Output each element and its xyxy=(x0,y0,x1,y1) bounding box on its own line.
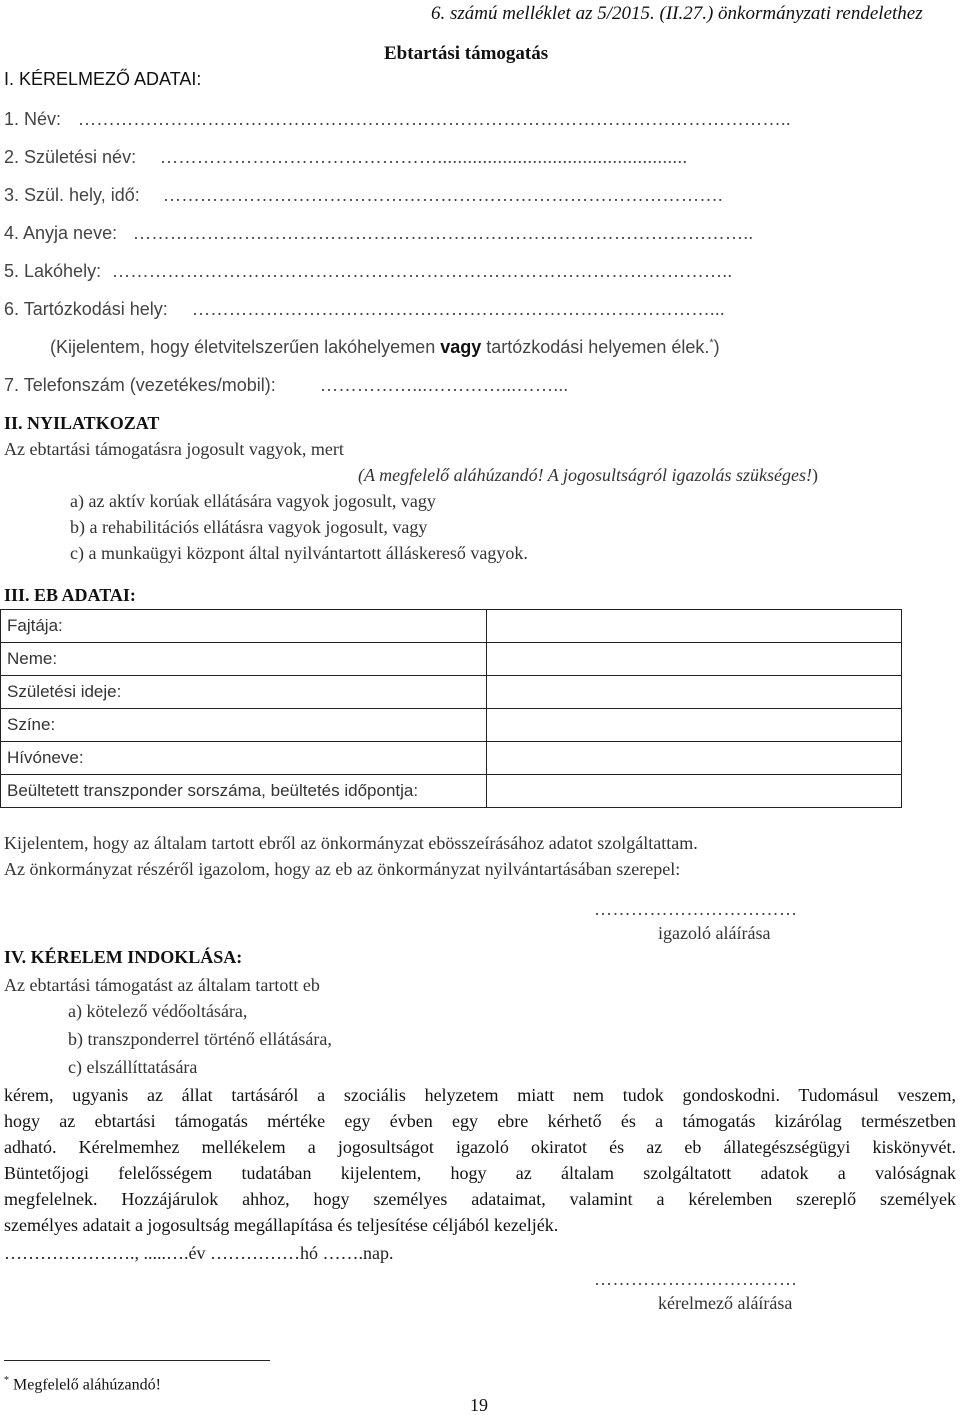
declaration-bold-or: vagy xyxy=(440,337,482,357)
declaration-close: ) xyxy=(713,337,720,357)
declaration-text-pre: (Kijelentem, hogy életvitelszerűen lakóhelyemen xyxy=(50,337,441,357)
table-row xyxy=(1,610,902,643)
declaration-text-post: tartózkodási helyemen élek. xyxy=(481,337,710,357)
field-birth-place-input[interactable]: ………………………………………………………………………………. xyxy=(163,185,723,205)
section2-note xyxy=(358,466,818,484)
reason-option-b[interactable]: b) transzponderrel történő ellátására, xyxy=(68,1029,332,1049)
paragraph-line: Büntetőjogi felelősségem tudatában kijelentem, hogy az általam szolgáltatott adatok a valóságnak xyxy=(4,1163,956,1183)
field-stay-input[interactable]: …………………………………………………………………………... xyxy=(192,299,725,319)
dog-birthdate-value[interactable] xyxy=(487,676,902,709)
dog-sex-label: Neme: xyxy=(1,643,487,676)
section2-note-close: ) xyxy=(812,465,818,485)
field-mother-name-label: 4. Anyja neve: xyxy=(4,223,118,243)
field-birth-name-label: 2. Születési név: xyxy=(4,147,137,167)
footnote-text: Megfelelő aláhúzandó! xyxy=(9,1376,161,1394)
field-name-input[interactable]: …………………………………………………………………………………………………….. xyxy=(78,109,791,129)
field-name-label: 1. Név: xyxy=(4,109,62,129)
form-title: Ebtartási támogatás xyxy=(384,43,549,64)
eligibility-option-a[interactable]: a) az aktív korúak ellátására vagyok jogosult, vagy xyxy=(70,491,436,511)
dog-breed-label: Fajtája: xyxy=(1,610,487,643)
section4-intro: Az ebtartási támogatást az általam tartott eb xyxy=(4,975,320,995)
registry-statement: Az önkormányzat részéről igazolom, hogy az eb az önkormányzat nyilvántartásában szerepel: xyxy=(4,859,681,879)
footnote-divider xyxy=(4,1360,270,1361)
field-birth-place-label: 3. Szül. hely, idő: xyxy=(4,185,140,205)
table-row xyxy=(1,676,902,709)
dog-breed-value[interactable] xyxy=(487,610,902,643)
table-row xyxy=(1,742,902,775)
paragraph-line: megfelelnek. Hozzájárulok ahhoz, hogy személyes adataimat, valamint a kérelemben szereplő személyek xyxy=(4,1189,956,1209)
dog-transponder-value[interactable] xyxy=(487,775,902,808)
field-mother-name-input[interactable]: ……………………………………………………………………………………….. xyxy=(133,223,754,243)
eligibility-option-c[interactable]: c) a munkaügyi központ által nyilvántartott álláskereső vagyok. xyxy=(70,543,528,563)
applicant-signature-label: kérelmező aláírása xyxy=(658,1293,793,1313)
table-row xyxy=(1,775,902,808)
field-residence-input[interactable]: ……………………………………………………………………………………….. xyxy=(112,261,733,281)
section2-intro: Az ebtartási támogatásra jogosult vagyok, mert xyxy=(4,439,344,459)
reason-option-a[interactable]: a) kötelező védőoltására, xyxy=(68,1001,248,1021)
paragraph-line: hogy az ebtartási támogatás mértéke egy évben egy ebre kérhető és a támogatás kizárólag természetben xyxy=(4,1111,956,1131)
paragraph-line: kérem, ugyanis az állat tartásáról a szociális helyzetem miatt nem tudok gondoskodni. Tudomásul veszem, xyxy=(4,1085,956,1105)
dog-transponder-label: Beültetett transzponder sorszáma, beültetés időpontja: xyxy=(1,775,487,808)
verifier-signature-label: igazoló aláírása xyxy=(658,923,771,943)
section3-heading: III. EB ADATAI: xyxy=(4,585,136,605)
census-statement: Kijelentem, hogy az általam tartott ebről az önkormányzat ebösszeírásához adatot szolgáltattam. xyxy=(4,833,698,853)
dog-color-value[interactable] xyxy=(487,709,902,742)
dog-sex-value[interactable] xyxy=(487,643,902,676)
dog-callname-value[interactable] xyxy=(487,742,902,775)
dog-birthdate-label: Születési ideje: xyxy=(1,676,487,709)
footnote-star: * xyxy=(709,337,714,349)
annex-note: 6. számú melléklet az 5/2015. (II.27.) önkormányzati rendelethez xyxy=(431,3,923,24)
verifier-signature-line[interactable]: …………………………… xyxy=(594,899,798,919)
applicant-signature-line[interactable]: …………………………… xyxy=(594,1269,798,1289)
footnote-marker: * xyxy=(4,1375,9,1386)
section1-heading: I. KÉRELMEZŐ ADATAI: xyxy=(4,69,202,89)
footnote xyxy=(4,1376,161,1393)
section2-note-italic: (A megfelelő aláhúzandó! A jogosultságról igazolás szükséges! xyxy=(358,465,812,485)
eligibility-option-b[interactable]: b) a rehabilitációs ellátásra vagyok jogosult, vagy xyxy=(70,517,428,537)
field-birth-name-input[interactable]: ……………………………………….................................................. xyxy=(160,147,688,167)
table-row xyxy=(1,643,902,676)
dog-data-table xyxy=(0,609,902,808)
section4-heading: IV. KÉRELEM INDOKLÁSA: xyxy=(4,947,243,967)
paragraph-last-line: személyes adatait a jogosultság megállapítása és teljesítése céljából kezeljék. xyxy=(4,1215,559,1235)
phone-input[interactable]: ……………...…………...……... xyxy=(320,375,569,395)
page-number: 19 xyxy=(470,1395,488,1415)
table-row xyxy=(1,709,902,742)
residence-declaration xyxy=(50,338,720,356)
phone-label: 7. Telefonszám (vezetékes/mobil): xyxy=(4,375,276,395)
dog-callname-label: Hívóneve: xyxy=(1,742,487,775)
field-residence-label: 5. Lakóhely: xyxy=(4,261,102,281)
date-line[interactable]: …………………., .....….év ……………hó …….nap. xyxy=(4,1243,394,1263)
reason-option-c[interactable]: c) elszállíttatására xyxy=(68,1057,198,1077)
field-stay-label: 6. Tartózkodási hely: xyxy=(4,299,168,319)
paragraph-line: adható. Kérelmemhez mellékelem a jogosultságot igazoló okiratot és az eb állategészségügyi kiskönyvét. xyxy=(4,1137,956,1157)
dog-color-label: Színe: xyxy=(1,709,487,742)
section2-heading: II. NYILATKOZAT xyxy=(4,413,160,433)
